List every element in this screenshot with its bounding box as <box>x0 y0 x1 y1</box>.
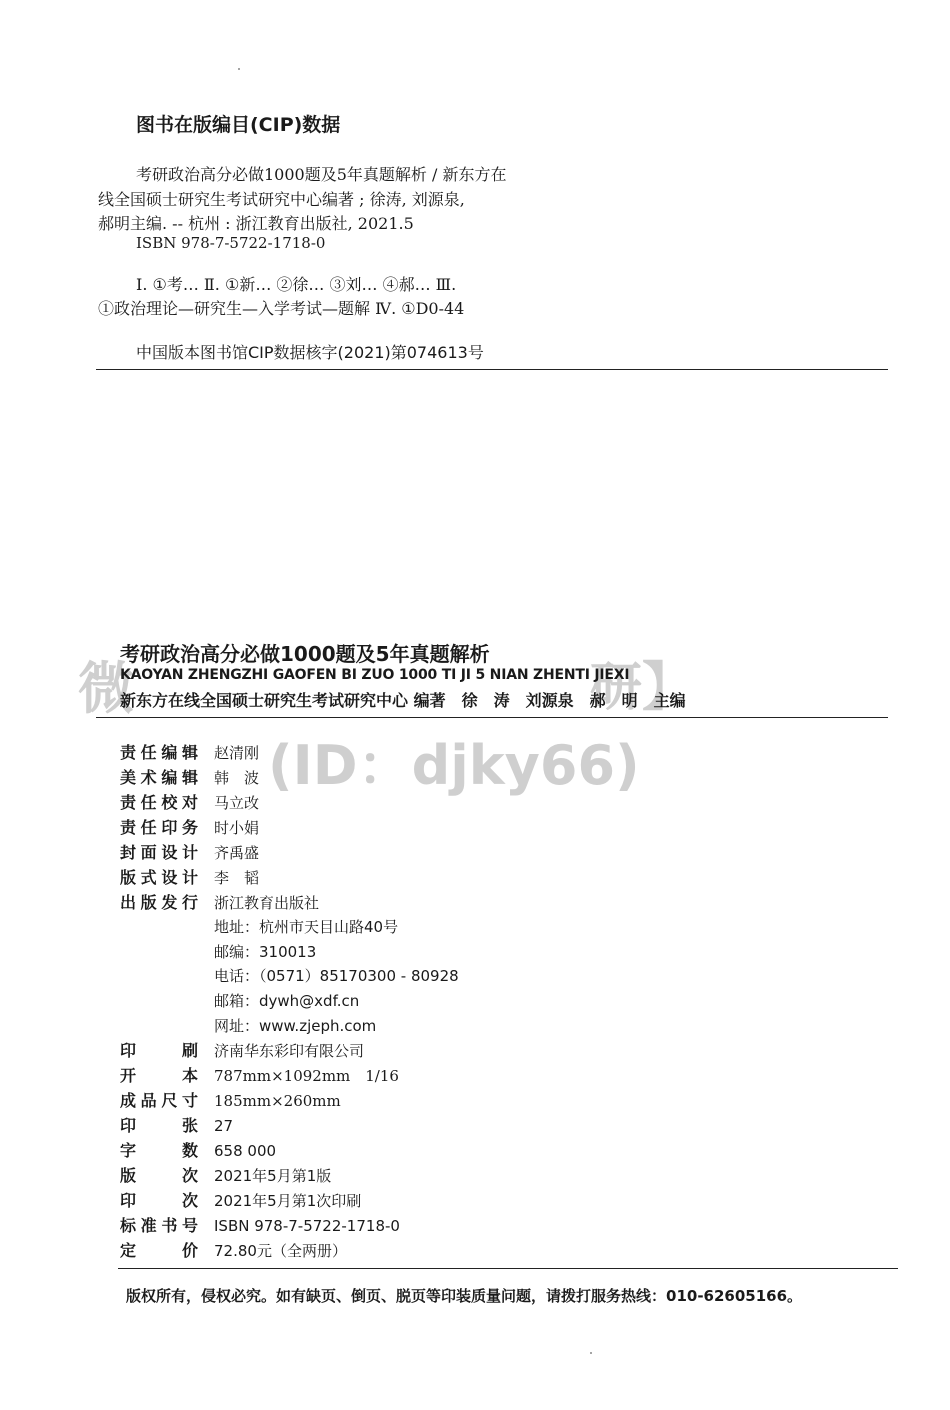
spec-label: 字数 <box>120 1141 198 1160</box>
book-title-pinyin: KAOYAN ZHENGZHI GAOFEN BI ZUO 1000 TI JI 5 NIAN ZHENTI JIEXI <box>120 667 630 683</box>
title-divider <box>96 717 888 718</box>
spec-row-proofreader <box>0 791 950 815</box>
scan-speck <box>238 68 240 70</box>
spec-value: 李 韬 <box>214 869 260 887</box>
spec-value: 马立改 <box>214 794 260 812</box>
book-authors: 新东方在线全国硕士研究生考试研究中心 编著 徐 涛 刘源泉 郝 明 主编 <box>120 691 686 710</box>
spec-value: 2021年5月第1次印刷 <box>214 1192 362 1210</box>
spec-label: 印张 <box>120 1116 198 1135</box>
spec-label: 责任编辑 <box>120 743 198 762</box>
cip-line-3: 郝明主编. -- 杭州 : 浙江教育出版社, 2021.5 <box>98 214 414 233</box>
cip-classification-2: ①政治理论—研究生—入学考试—题解 Ⅳ. ①D0-44 <box>98 299 465 318</box>
publisher-postcode: 邮编：310013 <box>214 943 317 961</box>
spec-row-isbn <box>0 1214 950 1238</box>
spec-row-price <box>0 1239 950 1263</box>
spec-value: 济南华东彩印有限公司 <box>214 1042 365 1060</box>
spec-row-publisher <box>0 891 950 915</box>
spec-value: 时小娟 <box>214 819 260 837</box>
spec-label: 印次 <box>120 1191 198 1210</box>
cip-heading: 图书在版编目(CIP)数据 <box>136 114 341 136</box>
spec-label: 美术编辑 <box>120 768 198 787</box>
spec-row-layout-design <box>0 866 950 890</box>
spec-row-format <box>0 1064 950 1088</box>
spec-value: ISBN 978-7-5722-1718-0 <box>214 1217 400 1235</box>
spec-row-print-manager <box>0 816 950 840</box>
cip-divider <box>96 369 888 370</box>
cip-classification-1: Ⅰ. ①考… Ⅱ. ①新… ②徐… ③刘… ④郝… Ⅲ. <box>136 275 457 294</box>
spec-row-size <box>0 1089 950 1113</box>
spec-label: 版次 <box>120 1166 198 1185</box>
spec-label: 定价 <box>120 1241 198 1260</box>
spec-label: 封面设计 <box>120 843 198 862</box>
spec-row-sheets <box>0 1114 950 1138</box>
spec-label: 责任校对 <box>120 793 198 812</box>
spec-label: 开本 <box>120 1066 198 1085</box>
book-title: 考研政治高分必做1000题及5年真题解析 <box>120 642 490 666</box>
spec-row-impression <box>0 1189 950 1213</box>
spec-value: 72.80元（全两册） <box>214 1242 347 1260</box>
spec-label: 出版发行 <box>120 893 198 912</box>
publisher-phone: 电话：（0571）85170300 - 80928 <box>214 967 459 985</box>
spec-value: 齐禹盛 <box>214 844 260 862</box>
watermark-id: (ID：djky66) <box>268 734 640 797</box>
publisher-email: 邮箱：dywh@xdf.cn <box>214 992 360 1010</box>
spec-value: 韩 波 <box>214 769 260 787</box>
copyright-notice: 版权所有，侵权必究。如有缺页、倒页、脱页等印装质量问题，请拨打服务热线：010-62605166。 <box>126 1287 803 1305</box>
spec-row-cover-design <box>0 841 950 865</box>
footer-divider <box>118 1268 898 1269</box>
spec-value: 185mm×260mm <box>214 1092 341 1110</box>
spec-row-printer <box>0 1039 950 1063</box>
watermark-left: 微 <box>78 657 134 722</box>
spec-label: 责任印务 <box>120 818 198 837</box>
publisher-website: 网址：www.zjeph.com <box>214 1017 377 1035</box>
cip-isbn: ISBN 978-7-5722-1718-0 <box>136 234 326 252</box>
spec-row-edition <box>0 1164 950 1188</box>
spec-row-editor <box>0 741 950 765</box>
spec-label: 标准书号 <box>120 1216 198 1235</box>
spec-label: 成品尺寸 <box>120 1091 198 1110</box>
spec-value: 赵清刚 <box>214 744 260 762</box>
cip-line-2: 线全国硕士研究生考试研究中心编著 ; 徐涛, 刘源泉, <box>98 190 465 209</box>
spec-value: 658 000 <box>214 1142 277 1160</box>
publisher-address: 地址：杭州市天目山路40号 <box>214 918 399 936</box>
spec-row-words <box>0 1139 950 1163</box>
spec-value: 27 <box>214 1117 234 1135</box>
spec-value: 787mm×1092mm 1/16 <box>214 1067 399 1085</box>
watermark-right: 研】 <box>590 658 695 718</box>
spec-value: 浙江教育出版社 <box>214 894 320 912</box>
spec-label: 版式设计 <box>120 868 198 887</box>
spec-label: 印刷 <box>120 1041 198 1060</box>
cip-line-1: 考研政治高分必做1000题及5年真题解析 / 新东方在 <box>136 165 507 184</box>
spec-row-art-editor <box>0 766 950 790</box>
cip-library-number: 中国版本图书馆CIP数据核字(2021)第074613号 <box>136 343 484 362</box>
spec-value: 2021年5月第1版 <box>214 1167 332 1185</box>
scan-speck <box>590 1352 592 1354</box>
